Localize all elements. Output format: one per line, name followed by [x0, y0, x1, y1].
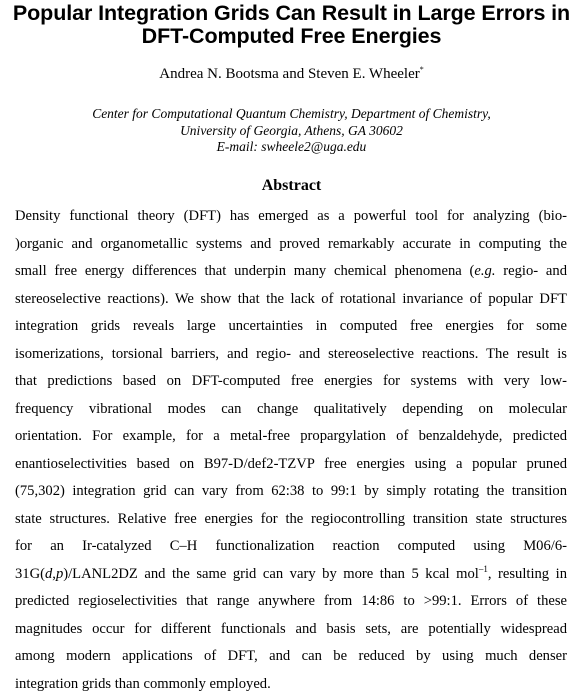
abstract-line: (75,302) integration grid can vary from 62:38 to 99:1 by simply rotating the transition: [15, 483, 567, 499]
abstract-line: integration grids than commonly employed.: [15, 675, 271, 692]
abstract-line: )organic and organometallic systems and proved remarkably accurate in computing the: [15, 235, 567, 252]
affiliation: [0, 106, 583, 156]
abstract-line: state structures. Relative free energies for the regiocontrolling transition state structures: [15, 510, 567, 527]
abstract-line: isomerizations, torsional barriers, and regio- and stereoselective reactions. The result is: [15, 345, 567, 362]
author-list: [0, 65, 583, 83]
affiliation-email: E-mail: swheele2@uga.edu: [216, 139, 367, 154]
abstract-line: for an Ir-catalyzed C–H functionalization reaction computed using M06/6-: [15, 538, 567, 554]
abstract-line: that predictions based on DFT-computed free energies for systems with very low-: [15, 373, 567, 389]
abstract-body: [15, 203, 567, 698]
abstract-line: predicted regioselectivities that range anywhere from 14:86 to >99:1. Errors of these: [15, 593, 567, 609]
abstract-heading: Abstract: [261, 177, 322, 194]
abstract-line: integration grids reveals large uncertainties in computed free energies for some: [15, 318, 567, 334]
abstract-line: 31G(d,p)/LANL2DZ and the same grid can vary by more than 5 kcal mol$^{-1}$, resulting in: [15, 563, 567, 582]
abstract-line: magnitudes occur for different functionals and basis sets, are potentially widespread: [15, 620, 567, 637]
abstract-line: small free energy differences that underpin many chemical phenomena (e.g. regio- and: [15, 263, 567, 279]
abstract-line: Density functional theory (DFT) has emerged as a powerful tool for analyzing (bio-: [15, 208, 567, 224]
corresponding-author-mark: *: [419, 65, 424, 74]
paper-title: [0, 2, 583, 48]
abstract-line: frequency vibrational modes can change qualitatively depending on molecular: [15, 400, 567, 417]
title-line-1: Popular Integration Grids Can Result in Large Errors in: [12, 1, 571, 25]
abstract-line: orientation. For example, for a metal-free propargylation of benzaldehyde, predicted: [15, 428, 567, 444]
affiliation-line-1: Center for Computational Quantum Chemistry, Department of Chemistry,: [92, 106, 491, 121]
title-line-2: DFT-Computed Free Energies: [141, 24, 442, 48]
abstract-line: stereoselective reactions). We show that the lack of rotational invariance of popular DFT: [15, 290, 567, 307]
affiliation-line-2: University of Georgia, Athens, GA 30602: [180, 122, 403, 138]
abstract-line: among modern applications of DFT, and can be reduced by using much denser: [15, 648, 567, 664]
authors: Andrea N. Bootsma and Steven E. Wheeler: [159, 66, 420, 82]
abstract-line: enantioselectivities based on B97-D/def2-TZVP free energies using a popular pruned: [15, 455, 567, 472]
